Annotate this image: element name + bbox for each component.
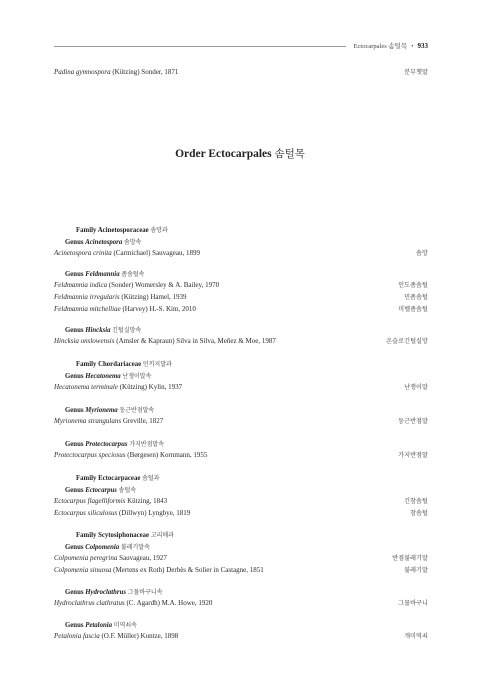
genus-heading-acinetospora: Genus Acinetospora 솜망속 <box>65 239 142 246</box>
species-entry-colpomenia-sinuosa: Colpomenia sinuosa (Mertens ex Roth) Derbès & Solier in Castagne, 1851 불레기말 <box>54 566 428 574</box>
family-heading-acinetosporaceae: Family Acinetosporaceae 솜망과 <box>76 227 168 234</box>
species-entry-feldmannia-mitchelliae: Feldmannia mitchelliae (Harvey) H.-S. Kim, 2010 미펠좀솜털 <box>54 305 428 313</box>
genus-heading-hecatonema: Genus Hecatonema 난쟁이말속 <box>65 373 152 380</box>
page-number: 933 <box>417 42 428 50</box>
species-entry-ectocarpus-siliculosus: Ectocarpus siliculosus (Dillwyn) Lyngbye, 1819 참솜털 <box>54 509 428 517</box>
genus-name: Acinetospora <box>85 239 123 246</box>
species-entry-protectocarpus-speciosus: Protectocarpus speciosus (Børgesen) Kornmann, 1955 가지반점말 <box>54 451 428 459</box>
running-title: Ectocarpales 솜털목 <box>353 43 408 50</box>
genus-heading-ectocarpus: Genus Ectocarpus 솜털속 <box>65 487 137 494</box>
species-name: Padina gymnospora <box>54 68 111 76</box>
korean-name: 분부챗말 <box>404 69 428 76</box>
header-bullet: • <box>411 43 414 50</box>
family-name: Acinetosporaceae <box>97 227 149 234</box>
genus-heading-petalonia: Genus Petalonia 미역쇠속 <box>65 622 137 629</box>
species-entry-padina-gymnospora <box>54 68 428 77</box>
species-entry-acinetospora-crinita: Acinetospora crinita (Carmichael) Sauvageau, 1899 솜망 <box>54 249 428 257</box>
running-header <box>354 41 428 50</box>
genus-heading-protectocarpus: Genus Protectocarpus 가지반점말속 <box>65 441 164 448</box>
genus-heading-hincksia: Genus Hincksia 긴털실망속 <box>65 327 142 334</box>
species-entry-ectocarpus-flagelliformis: Ectocarpus flagelliformis Kützing, 1843 긴참솜털 <box>54 497 428 505</box>
species-entry-hecatonema-terminale: Hecatonema terminale (Kützing) Kylin, 1937 난쟁이말 <box>54 383 428 391</box>
species-entry-feldmannia-irregularis: Feldmannia irregularis (Kützing) Hamel, 1939 민좀솜털 <box>54 293 428 301</box>
order-label: Order Ectocarpales <box>175 148 272 160</box>
species-entry-colpomenia-peregrina: Colpomenia peregrina Sauvageau, 1927 반점불레기말 <box>54 554 428 562</box>
genus-heading-colpomenia: Genus Colpomenia 불레기말속 <box>65 544 150 551</box>
family-heading-chordariaceae: Family Chordariaceae 민끼지말과 <box>76 361 172 368</box>
species-entry-petalonia-fascia: Petalonia fascia (O.F. Müller) Kuntze, 1898 개미역쇠 <box>54 632 428 640</box>
genus-heading-hydroclathrus: Genus Hydroclathrus 그물바구니속 <box>65 589 163 596</box>
genus-heading-feldmannia: Genus Feldmannia 좀솜털속 <box>65 271 145 278</box>
genus-heading-myrionema: Genus Myrionema 둥근반점말속 <box>65 407 155 414</box>
order-heading <box>0 146 480 161</box>
species-entry-hydroclathrus-clathratus: Hydroclathrus clathratus (C. Agardh) M.A. Howe, 1920 그물바구니 <box>54 599 428 607</box>
header-rule <box>54 46 346 47</box>
family-heading-ectocarpaceae: Family Ectocarpaceae 솜털과 <box>76 475 160 482</box>
species-entry-feldmannia-indica: Feldmannia indica (Sonder) Womersley & A. Bailey, 1970 인도좀솜털 <box>54 281 428 289</box>
species-entry-hincksia-onslowensis: Hincksia onslowensis (Amsler & Kapraun) Silva in Silva, Meñez & Moe, 1987 온슬로긴털실망 <box>54 337 428 345</box>
species-entry-myrionema-strangulans: Myrionema strangulans Greville, 1827 둥근반점말 <box>54 417 428 425</box>
species-author: (Kützing) Sonder, 1871 <box>112 68 179 76</box>
family-heading-scytosiphonaceae: Family Scytosiphonaceae 고리매과 <box>76 532 174 539</box>
order-korean: 솜털목 <box>274 148 305 160</box>
